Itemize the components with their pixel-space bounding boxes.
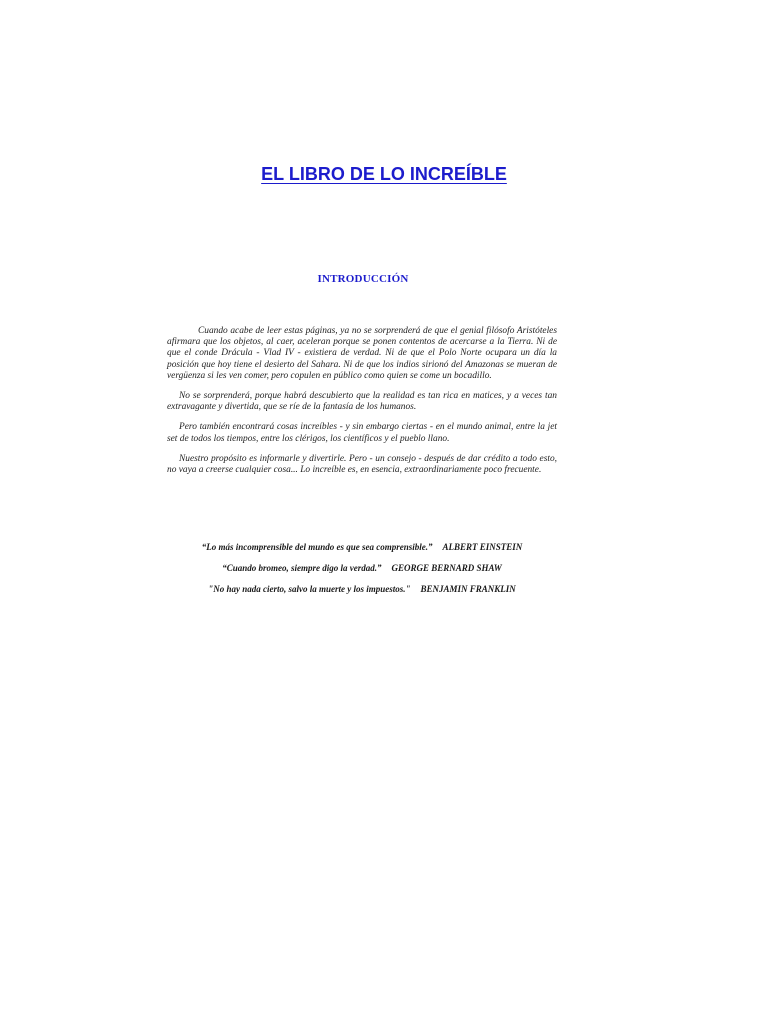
- section-heading: INTRODUCCIÓN: [317, 273, 409, 285]
- intro-paragraph-2: No se sorprenderá, porque habrá descubierto que la realidad es tan rica en matices, y a veces tan extravagante y divertida, que se ríe de la fantasía de los humanos.: [167, 391, 557, 413]
- quote-text: "No hay nada cierto, salvo la muerte y los impuestos.": [208, 584, 411, 594]
- quote-shaw: [0, 563, 724, 574]
- document-title: EL LIBRO DE LO INCREÍBLE: [261, 164, 507, 184]
- quote-text: “Lo más incomprensible del mundo es que sea comprensible.”: [201, 542, 433, 552]
- intro-paragraph-1: Cuando acabe de leer estas páginas, ya no se sorprenderá de que el genial filósofo Aristóteles afirmara que los objetos, al caer, aceleran porque se ponen contentos de acercarse a la Tierra. Ni de que el conde Drácula - Vlad IV - existiera de verdad. Ni de que el Polo Norte ocupara un día la posición que hoy tiene el desierto del Sahara. Ni de que los indios sirionó del Amazonas se mueran de vergüenza si les ven comer, pero copulen en público como quien se come un bocadillo.: [167, 326, 557, 381]
- quotes-block: [0, 542, 724, 605]
- intro-body: [167, 326, 557, 485]
- intro-paragraph-4: Nuestro propósito es informarle y divertirle. Pero - un consejo - después de dar crédito a todo esto, no vaya a creerse cualquier cosa... Lo increíble es, en esencia, extraordinariamente poco frecuente.: [167, 453, 557, 476]
- quote-author: BENJAMIN FRANKLIN: [420, 584, 516, 594]
- quote-franklin: [0, 584, 724, 595]
- quote-author: ALBERT EINSTEIN: [442, 542, 523, 552]
- quote-text: “Cuando bromeo, siempre digo la verdad.”: [222, 563, 382, 573]
- quote-einstein: [0, 542, 724, 553]
- quote-author: GEORGE BERNARD SHAW: [391, 563, 502, 573]
- intro-paragraph-3: Pero también encontrará cosas increíbles - y sin embargo ciertas - en el mundo animal, entre la jet set de todos los tiempos, entre los clérigos, los científicos y el pueblo llano.: [167, 422, 557, 444]
